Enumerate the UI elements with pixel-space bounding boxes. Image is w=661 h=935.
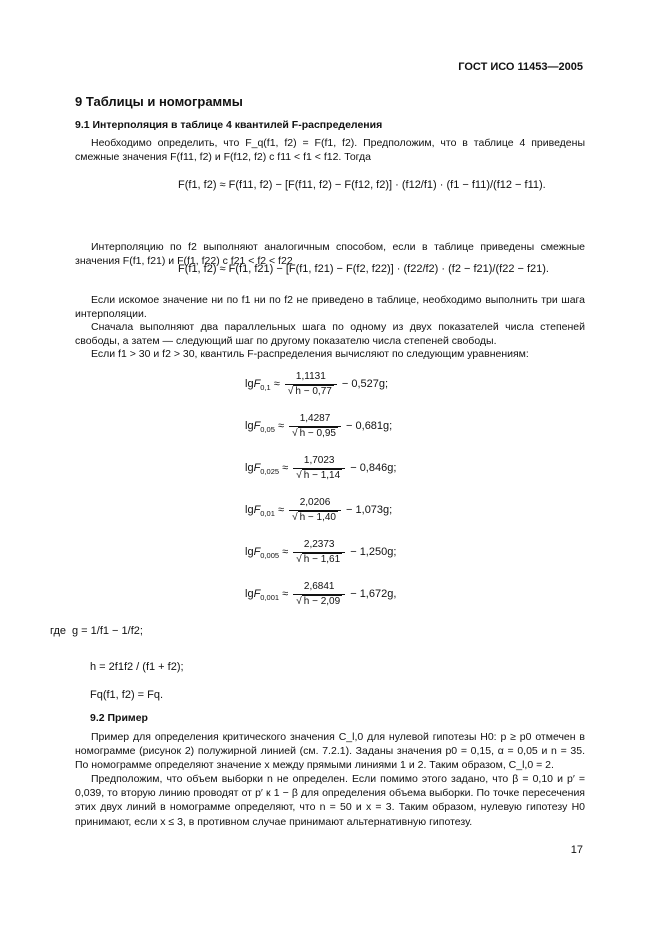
subsection-title-interpolation: 9.1 Интерполяция в таблице 4 квантилей F-распределения	[75, 119, 383, 131]
paragraph-5: Если f1 > 30 и f2 > 30, квантиль F-распределения вычисляют по следующим уравнениям:	[91, 348, 529, 360]
lg-equation: lgF$_{0,001}$ ≈ $\frac{2,6841}{√ h - 2,09}$ − 1,672g,	[245, 581, 397, 607]
paragraph-6: Пример для определения критического значения C_l,0 для нулевой гипотезы H0: p ≥ p0 отмечен в номограмме (рисунок 2) полужирной линией (см. 7.2.1). Заданы значения p0 = 0,15, α = 0,05 и n = 35. По номограмме определяют значение x между прямыми линиями 1 и 2. Таким образом, C_l,0 = 2.	[75, 731, 585, 772]
h-definition: h = 2f1f2 / (f1 + f2);	[90, 661, 184, 673]
equation-1: F(f1, f2) ≈ F(f11, f2) − [F(f11, f2) − F(f12, f2)] · (f12/f1) · (f1 − f11)/(f12 − f11).	[178, 179, 546, 191]
lg-equation: lgF$_{0,01}$ ≈ $\frac{2,0206}{√ h - 1,40}$ − 1,073g;	[245, 497, 393, 523]
fq-definition: Fq(f1, f2) = Fq.	[90, 689, 164, 701]
document-header: ГОСТ ИСО 11453—2005	[458, 61, 583, 73]
paragraph-4: Сначала выполняют два параллельных шага по одному из двух показателей числа степеней свободы, а затем — следующий шаг по другому показателю числа степеней свободы.	[75, 321, 585, 348]
paragraph-7: Предположим, что объем выборки n не определен. Если помимо этого задано, что β = 0,10 и p′ = 0,039, то вторую линию проводят от p′ к 1 − β для определения объема выборки. По точке пересечения этих двух линий в номограмме определяют, что n = 50 и x = 3. Таким образом, нулевую гипотезу H0 принимают, если x ≤ 3, в противном случае принимают альтернативную гипотезу.	[75, 773, 585, 828]
page-number: 17	[570, 844, 583, 856]
lg-equation: lgF$_{0,025}$ ≈ $\frac{1,7023}{√ h - 1,14}$ − 0,846g;	[245, 455, 397, 481]
section-title: 9 Таблицы и номограммы	[75, 94, 243, 109]
g-definition: g = 1/f1 − 1/f2;	[72, 625, 143, 637]
paragraph-2: Интерполяцию по f2 выполняют аналогичным способом, если в таблице приведены смежные значения F(f1, f21) и F(f1, f22) с f21 < f2 < f22	[75, 241, 585, 268]
lg-equation: lgF$_{0,1}$ ≈ $\frac{1,1131}{√ h - 0,77}$ − 0,527g;	[245, 371, 389, 397]
lg-equation: lgF$_{0,005}$ ≈ $\frac{2,2373}{√ h - 1,61}$ − 1,250g;	[245, 539, 397, 565]
where-label: где	[50, 625, 67, 637]
paragraph-1: Необходимо определить, что F_q(f1, f2) = F(f1, f2). Предположим, что в таблице 4 приведены смежные значения F(f11, f2) и F(f12, f2) с f11 < f1 < f12. Тогда	[75, 137, 585, 164]
paragraph-3: Если искомое значение ни по f1 ни по f2 не приведено в таблице, необходимо выполнить три шага интерполяции.	[75, 294, 585, 321]
subsection-title-example: 9.2 Пример	[90, 712, 148, 724]
lg-equation: lgF$_{0,05}$ ≈ $\frac{1,4287}{√ h - 0,95}$ − 0,681g;	[245, 413, 393, 439]
equation-2: F(f1, f2) ≈ F(f1, f21) − [F(f1, f21) − F(f2, f22)] · (f22/f2) · (f2 − f21)/(f22 − f21).	[178, 263, 549, 275]
